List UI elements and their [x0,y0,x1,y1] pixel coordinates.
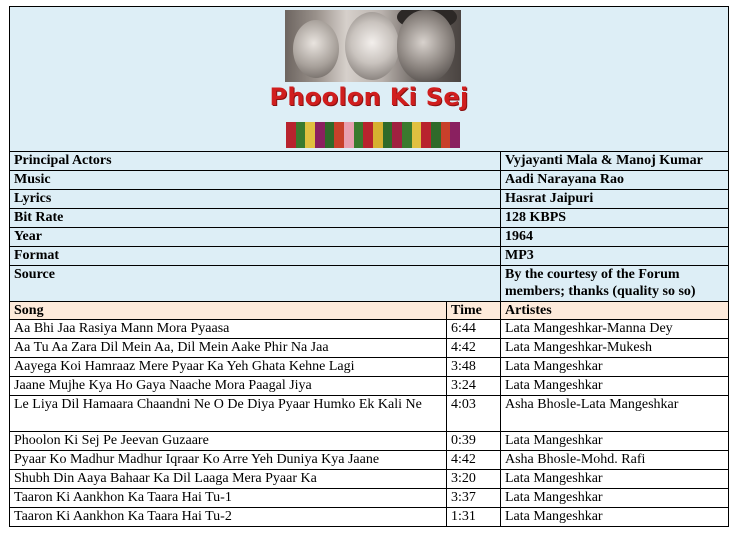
song-artistes: Lata Mangeshkar [501,470,729,489]
song-time: 3:20 [447,470,501,489]
column-header-song: Song [10,302,447,320]
song-row [10,396,729,432]
info-label: Principal Actors [10,152,501,171]
info-label: Format [10,247,501,266]
song-time: 4:42 [447,339,501,358]
song-time: 3:48 [447,358,501,377]
info-value: 1964 [501,228,729,247]
song-artistes: Lata Mangeshkar-Mukesh [501,339,729,358]
info-label: Music [10,171,501,190]
song-time: 3:37 [447,489,501,508]
song-artistes: Lata Mangeshkar [501,432,729,451]
song-artistes: Lata Mangeshkar [501,377,729,396]
info-row-music [10,171,729,190]
song-artistes: Asha Bhosle-Lata Mangeshkar [501,396,729,432]
album-header [10,7,729,152]
song-row [10,508,729,527]
song-artistes: Lata Mangeshkar [501,489,729,508]
info-row-format [10,247,729,266]
song-title: Taaron Ki Aankhon Ka Taara Hai Tu-1 [10,489,447,508]
info-value: Hasrat Jaipuri [501,190,729,209]
song-row [10,320,729,339]
song-time: 1:31 [447,508,501,527]
flower-border-decoration [286,122,460,148]
song-title: Aa Bhi Jaa Rasiya Mann Mora Pyaasa [10,320,447,339]
info-value: By the courtesy of the Forum members; thanks (quality so so) [501,266,729,302]
info-value: Aadi Narayana Rao [501,171,729,190]
info-row-lyrics [10,190,729,209]
movie-title-logo: Phoolon Ki Sej [269,83,469,111]
song-title: Le Liya Dil Hamaara Chaandni Ne O De Diya Pyaar Humko Ek Kali Ne [10,396,447,432]
song-row [10,358,729,377]
info-label: Source [10,266,501,302]
song-title: Pyaar Ko Madhur Madhur Iqraar Ko Arre Yeh Duniya Kya Jaane [10,451,447,470]
song-title: Jaane Mujhe Kya Ho Gaya Naache Mora Paagal Jiya [10,377,447,396]
song-column-headers [10,302,729,320]
song-time: 3:24 [447,377,501,396]
song-title: Phoolon Ki Sej Pe Jeevan Guzaare [10,432,447,451]
song-title: Aayega Koi Hamraaz Mere Pyaar Ka Yeh Ghata Kehne Lagi [10,358,447,377]
song-artistes: Lata Mangeshkar [501,358,729,377]
song-title: Shubh Din Aaya Bahaar Ka Dil Laaga Mera Pyaar Ka [10,470,447,489]
movie-poster-image [285,10,461,82]
info-label: Year [10,228,501,247]
info-value: MP3 [501,247,729,266]
song-row [10,377,729,396]
song-artistes: Lata Mangeshkar [501,508,729,527]
info-row-source [10,266,729,302]
info-row-year [10,228,729,247]
song-row [10,470,729,489]
song-row [10,339,729,358]
song-artistes: Asha Bhosle-Mohd. Rafi [501,451,729,470]
column-header-artistes: Artistes [501,302,729,320]
song-time: 4:03 [447,396,501,432]
song-row [10,489,729,508]
info-label: Lyrics [10,190,501,209]
song-time: 4:42 [447,451,501,470]
info-label: Bit Rate [10,209,501,228]
song-title: Aa Tu Aa Zara Dil Mein Aa, Dil Mein Aake Phir Na Jaa [10,339,447,358]
song-row [10,451,729,470]
info-value: Vyjayanti Mala & Manoj Kumar [501,152,729,171]
song-artistes: Lata Mangeshkar-Manna Dey [501,320,729,339]
column-header-time: Time [447,302,501,320]
info-row-bitrate [10,209,729,228]
info-row-actors [10,152,729,171]
album-info-table [9,6,729,527]
song-time: 6:44 [447,320,501,339]
song-time: 0:39 [447,432,501,451]
info-value: 128 KBPS [501,209,729,228]
song-row [10,432,729,451]
song-title: Taaron Ki Aankhon Ka Taara Hai Tu-2 [10,508,447,527]
